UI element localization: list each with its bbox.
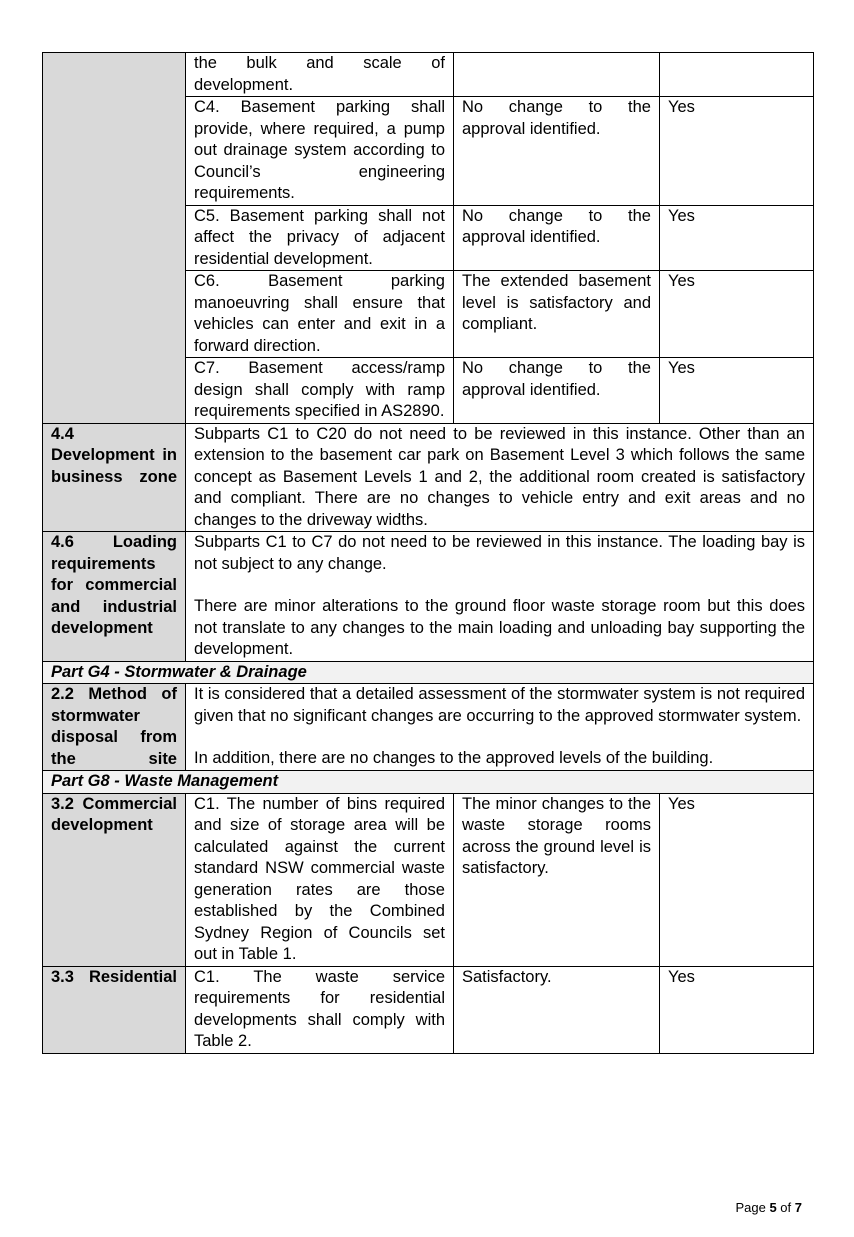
compliance-cell: Yes — [660, 966, 814, 1053]
response-cell — [454, 53, 660, 97]
control-cell: C1. The waste service requirements for residential developments shall comply with Table 2. — [186, 966, 454, 1053]
section-heading-3-2: 3.2 Commercial development — [43, 793, 186, 966]
compliance-cell: Yes — [660, 358, 814, 424]
compliance-cell: Yes — [660, 97, 814, 206]
section-heading-4-6: 4.6 Loading requirements for commercial and industrial development — [43, 532, 186, 662]
response-cell: The extended basement level is satisfactory and compliant. — [454, 271, 660, 358]
response-cell: Satisfactory. — [454, 966, 660, 1053]
table-row-3-3 — [43, 966, 814, 1053]
page-label: Page — [735, 1200, 766, 1215]
control-cell: C4. Basement parking shall provide, where required, a pump out drainage system according to Council’s engineering requirements. — [186, 97, 454, 206]
control-cell: C7. Basement access/ramp design shall comply with ramp requirements specified in AS2890. — [186, 358, 454, 424]
page-current: 5 — [769, 1200, 777, 1215]
response-cell: No change to the approval identified. — [454, 205, 660, 271]
compliance-cell: Yes — [660, 205, 814, 271]
table-row-3-2 — [43, 793, 814, 966]
section-text-2-2: It is considered that a detailed assessment of the stormwater system is not required given that no significant changes are occurring to the approved stormwater system. In addition, there are no changes to the approved levels of the building. — [186, 684, 814, 771]
assessment-table — [42, 52, 814, 1054]
section-text-4-4: Subparts C1 to C20 do not need to be reviewed in this instance. Other than an extension to the basement car park on Basement Level 3 which follows the same concept as Basement Levels 1 and 2, the additional room created is satisfactory and compliant. There are no changes to vehicle entry and exit areas and no changes to the driveway widths. — [186, 423, 814, 532]
response-cell: No change to the approval identified. — [454, 358, 660, 424]
compliance-cell: Yes — [660, 793, 814, 966]
page-total: 7 — [794, 1200, 802, 1215]
response-cell: No change to the approval identified. — [454, 97, 660, 206]
table-row-4-6 — [43, 532, 814, 662]
table-row-2-2 — [43, 684, 814, 771]
section-heading-2-2: 2.2 Method of stormwater disposal from the site — [43, 684, 186, 771]
section-heading-cell — [43, 53, 186, 424]
page-number — [735, 1200, 802, 1215]
compliance-cell — [660, 53, 814, 97]
control-cell: C1. The number of bins required and size of storage area will be calculated against the current standard NSW commercial waste generation rates are those established by the Combined Sydney Region of Councils set out in Table 1. — [186, 793, 454, 966]
response-cell: The minor changes to the waste storage rooms across the ground level is satisfactory. — [454, 793, 660, 966]
control-cell: the bulk and scale of development. — [186, 53, 454, 97]
page-of: of — [780, 1200, 792, 1215]
section-heading-3-3: 3.3 Residential — [43, 966, 186, 1053]
table-row — [43, 53, 814, 97]
section-heading-4-4: 4.4 Development in business zone — [43, 423, 186, 532]
part-g8-title: Part G8 - Waste Management — [43, 771, 814, 794]
section-text-4-6: Subparts C1 to C7 do not need to be reviewed in this instance. The loading bay is not subject to any change. There are minor alterations to the ground floor waste storage room but this does not translate to any changes to the main loading and unloading bay supporting the development. — [186, 532, 814, 662]
control-cell: C5. Basement parking shall not affect the privacy of adjacent residential development. — [186, 205, 454, 271]
part-header-row — [43, 771, 814, 794]
table-row-4-4 — [43, 423, 814, 532]
compliance-cell: Yes — [660, 271, 814, 358]
part-g4-title: Part G4 - Stormwater & Drainage — [43, 661, 814, 684]
control-cell: C6. Basement parking manoeuvring shall ensure that vehicles can enter and exit in a forward direction. — [186, 271, 454, 358]
part-header-row — [43, 661, 814, 684]
